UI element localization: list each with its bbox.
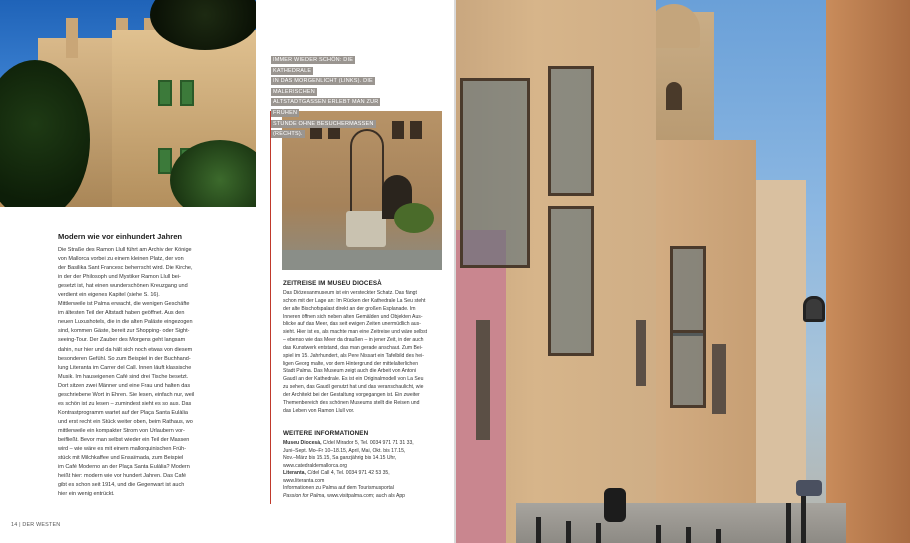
right-building <box>826 0 910 543</box>
museum-line: sieht. Hier ist es, als machte man eine Zeitreise und wäre selbst <box>283 329 428 336</box>
info-line: Informationen zu Palma auf dem Tourismusportal <box>283 485 394 491</box>
literanta-website-link[interactable]: www.literanta.com <box>283 477 325 484</box>
article-line: stück mit Milchkaffee und Ensaïmada, zum Beispiel <box>58 455 184 462</box>
museum-line: – ebenso wie das Meer da draußen – in jener Zeit, in der auch <box>283 337 424 344</box>
museum-line: spiel im 15. Jahrhundert, als Pere Nissart ein Tafelbild des hei- <box>283 352 424 359</box>
scooter <box>604 488 626 522</box>
info-line <box>283 493 445 501</box>
article-line: wird – wie wäre es mit einem mallorquinischen Früh- <box>58 446 187 453</box>
sidebar-rule <box>270 111 271 504</box>
museum-line: Gaudí an der Kathedrale. Es ist ein Originalmodell von La Seu <box>283 376 424 383</box>
page-folio: 14 | DER WESTEN <box>11 522 61 528</box>
photo-cathedral <box>0 0 256 207</box>
museum-address: C/del Mirador 5, Tel. 0034 971 71 31 33, <box>321 440 414 446</box>
article-line: es schön ist zu lesen – zumindest sieht es so aus. Das <box>58 400 192 407</box>
well-frame <box>350 129 384 213</box>
info-line: Nov.–März bis 15.15, Sa ganzjährig bis 14.15 Uhr, <box>283 455 397 461</box>
caption-line: IN DAS MORGENLICHT (LINKS). DIE MALERISCHEN <box>273 78 373 95</box>
bay-window <box>670 330 706 408</box>
shutter <box>712 344 726 414</box>
article-line: Musik. Im hauseigenen Café sind drei Tische besetzt. <box>58 373 189 380</box>
article-line: gibt es schon seit 1914, und die Gegenwart ist auch <box>58 482 185 489</box>
bollard <box>566 521 571 543</box>
article-line: geschriebene Wort in Ehren. Sie lesen, einfach nur, weil <box>58 391 195 398</box>
article-line: sind, kommen Gäste, bereit zur Shopping- oder Sight- <box>58 328 190 335</box>
bay-window <box>670 246 706 336</box>
shutter-window <box>180 80 194 106</box>
museum-website-link[interactable]: www.catedraldemallorca.org <box>283 462 347 469</box>
article-heading: Modern wie vor einhundert Jahren <box>58 232 183 241</box>
tower-window <box>666 82 682 110</box>
info-box-body <box>283 440 445 500</box>
cathedral-tower <box>66 18 78 58</box>
bay-window <box>548 66 594 196</box>
article-line: verdient ein eigenes Kapitel (siehe S. 16). <box>58 292 160 299</box>
article-line: der Basilika Sant Francesc beherrscht wird. Die Kirche, <box>58 265 193 272</box>
info-line <box>283 470 445 478</box>
museum-line: das Kunstwerk entstand, das man gerade anschaut. Zum Bei- <box>283 344 423 351</box>
museum-name: Museu Diocesà, <box>283 440 322 446</box>
museum-line: Themenbereich des schönen Museums stellt die Reisen und <box>283 399 420 406</box>
caption-line: ALTSTADTGASSEN ERLEBT MAN ZUR FRÜHEN <box>273 99 379 116</box>
article-line: Dort sitzen zwei Männer und eine Frau und halten das <box>58 382 191 389</box>
museum-line: der alte Bischofspalast direkt an der großen Esplanade. Im <box>283 305 416 312</box>
article-line: Kontrastprogramm wartet auf der Plaça Santa Eulàlia <box>58 409 188 416</box>
article-line: mittlerweile ein kompakter Strom von Urlaubern vor- <box>58 427 185 434</box>
info-line <box>283 440 445 448</box>
museum-box-heading: ZEITREISE IM MUSEU DIOCESÀ <box>283 280 382 287</box>
courtyard-floor <box>282 250 442 270</box>
article-body <box>58 246 256 499</box>
museum-line: Stadt Palma. Das Museum zeigt auch die Arbeit von Antoni <box>283 368 417 375</box>
shutter <box>476 320 490 440</box>
street-lamp <box>803 296 825 322</box>
literanta-address: C/del Call 4, Tel. 0034 971 42 53 35, <box>305 470 390 476</box>
bay-window <box>460 78 530 268</box>
article-line: im ältesten Teil der Altstadt haben geöffnet. Aus den <box>58 310 185 317</box>
bay-window <box>548 206 594 356</box>
portal-name: Passion for Palma, <box>283 492 326 499</box>
bollard <box>686 527 691 543</box>
caption-line: IMMER WIEDER SCHÖN: DIE KATHEDRALE <box>273 57 354 74</box>
museum-line: Das Diözesanmuseum ist ein versteckter Schatz. Das fängt <box>283 290 417 296</box>
shutter <box>636 320 646 386</box>
article-line: im Café Moderno an der Plaça Santa Eulàlia? Modern <box>58 464 190 471</box>
info-box-heading: WEITERE INFORMATIONEN <box>283 430 369 437</box>
article-line: gesetzt ist, hat einen wunderschönen Kreuzgang und <box>58 283 188 290</box>
caption-line: STUNDE OHNE BESUCHERMASSEN (RECHTS). <box>273 120 374 138</box>
portal-details: www.visitpalma.com; auch als App <box>325 492 406 499</box>
museum-line: das Leben von Ramon Llull vor. <box>283 407 355 414</box>
article-line: Die Straße des Ramon Llull führt am Archiv der Könige <box>58 247 192 253</box>
article-line: neuen Luxushotels, die in die alten Paläste eingezogen <box>58 319 193 326</box>
article-line: hier ein wenig entrückt. <box>58 491 115 498</box>
photo-caption <box>271 55 394 140</box>
article-line: und erst recht ein Stück weiter oben, beim Rathaus, wo <box>58 418 193 425</box>
bollard <box>786 503 791 543</box>
literanta-name: Literanta, <box>283 470 306 476</box>
article-line: lung Literanta im Carrer del Call. Innen läuft klassische <box>58 364 192 371</box>
museum-line: ligen Georg malte, vor dem Hintergrund der mittelalterlichen <box>283 360 419 367</box>
info-line: Juni–Sept. Mo–Fr 10–18.15, April, Mai, Okt. bis 17.15, <box>283 447 406 454</box>
potted-plant <box>394 203 434 233</box>
bollard <box>536 517 541 543</box>
article-line: von Mallorca vorbei zu einem kleinen Platz, der von <box>58 256 184 263</box>
bollard <box>596 523 601 543</box>
parked-car <box>796 480 822 496</box>
museum-box-body <box>283 290 445 416</box>
bollard <box>656 525 661 543</box>
museum-line: blicke auf das Meer, das seit ewigen Zeiten unermüdlich aus- <box>283 321 421 328</box>
bollard <box>801 491 806 543</box>
bollard <box>716 529 721 543</box>
article-line: seeing-Tour. Der Zauber des Morgens geht langsam <box>58 337 186 344</box>
museum-line: Inneren öffnen sich neben alten Gemälden und Objekten Aus- <box>283 313 423 320</box>
stone-well <box>346 211 386 247</box>
museum-line: schon mit der Lage an: Im Rücken der Kathedrale La Seu steht <box>283 297 426 304</box>
museum-line: zu sehen, das Gaudí genutzt hat und das veranschaulicht, wie <box>283 384 424 391</box>
shutter-window <box>158 148 172 174</box>
shutter-window <box>158 80 172 106</box>
article-line: beifließt. Bevor man selbst wieder ein Teil der Massen <box>58 436 190 443</box>
article-line: heißt hier: modern wie vor hundert Jahren. Das Café <box>58 473 187 480</box>
page-gutter <box>454 0 456 543</box>
article-line: Mittlerweile ist Palma erwacht, die wenigen Geschäfte <box>58 301 190 308</box>
window <box>410 121 422 139</box>
article-line: in der der Philosoph und Mystiker Ramon Llull bei- <box>58 274 181 281</box>
museum-line: der Architekt bei der Gestaltung vorgegangen ist. Ein zweiter <box>283 391 420 398</box>
photo-old-town-street <box>456 0 910 543</box>
article-line: dahin, nur hier und da hält sich noch etwas von diesem <box>58 346 193 353</box>
article-line: besonderen Gefühl. So zum Beispiel in der Buchhand- <box>58 355 191 362</box>
